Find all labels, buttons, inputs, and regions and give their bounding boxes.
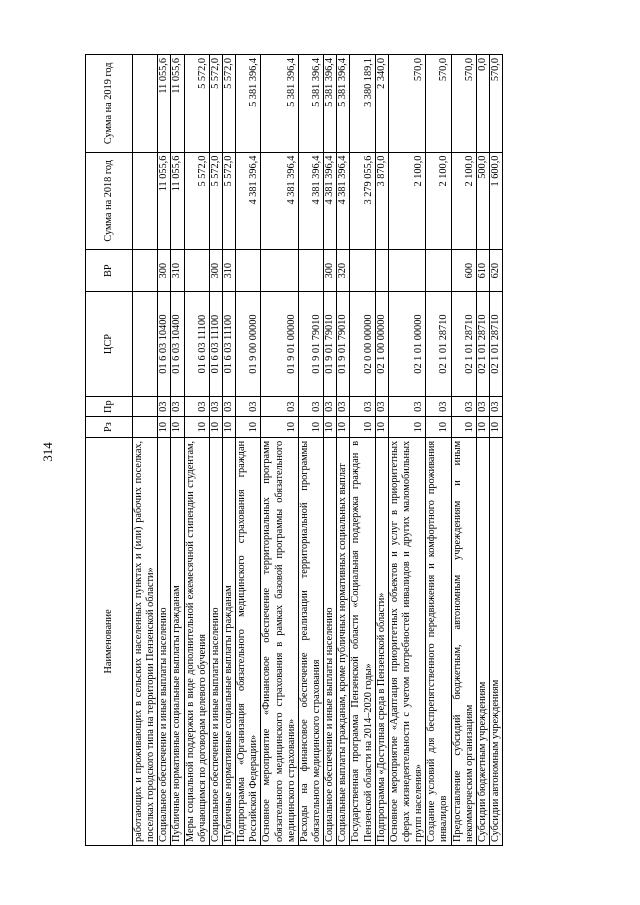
cell-csr: 01 9 00 00000	[236, 292, 261, 397]
cell-vr	[261, 250, 298, 292]
cell-sum-2018: 2 100,0	[388, 152, 425, 250]
cell-pr: 03	[350, 396, 375, 416]
cell-vr	[184, 250, 209, 292]
header-vr: ВР	[86, 250, 133, 292]
cell-sum-2019: 2 340,0	[375, 55, 388, 153]
cell-name: Социальное обеспечение и иные выплаты населению	[158, 437, 171, 845]
cell-vr	[298, 250, 323, 292]
table-body	[133, 55, 503, 846]
cell-vr: 310	[171, 250, 184, 292]
cell-vr: 320	[337, 250, 350, 292]
cell-sum-2019: 11 055,6	[158, 55, 171, 153]
cell-pr: 03	[158, 396, 171, 416]
cell-sum-2018: 4 381 396,4	[337, 152, 350, 250]
table-row	[171, 55, 184, 846]
cell-pr: 03	[222, 396, 235, 416]
cell-csr: 01 9 01 79010	[337, 292, 350, 397]
cell-csr: 02 0 00 00000	[350, 292, 375, 397]
cell-sum-2019: 5 381 396,4	[337, 55, 350, 153]
cell-sum-2018: 5 572,0	[184, 152, 209, 250]
cell-name: Социальное обеспечение и иные выплаты населению	[209, 437, 222, 845]
cell-rz	[133, 417, 158, 437]
cell-rz: 10	[476, 417, 489, 437]
cell-pr: 03	[184, 396, 209, 416]
cell-pr: 03	[209, 396, 222, 416]
cell-vr: 300	[158, 250, 171, 292]
header-sum-2019: Сумма на 2019 год	[86, 55, 133, 153]
cell-csr: 02 1 01 00000	[388, 292, 425, 397]
cell-vr	[426, 250, 451, 292]
cell-csr	[133, 292, 158, 397]
cell-sum-2019: 5 572,0	[222, 55, 235, 153]
cell-sum-2019: 570,0	[451, 55, 476, 153]
cell-rz: 10	[324, 417, 337, 437]
cell-name: Подпрограмма «Доступная среда в Пензенской области»	[375, 437, 388, 845]
cell-vr	[388, 250, 425, 292]
cell-csr: 01 9 01 00000	[261, 292, 298, 397]
cell-sum-2019: 570,0	[426, 55, 451, 153]
cell-name: работающих и проживающих в сельских населенных пунктах и (или) рабочих поселках, поселках городского типа на территории Пензенской области»	[133, 437, 158, 845]
cell-csr: 01 6 03 11100	[209, 292, 222, 397]
table-row	[426, 55, 451, 846]
cell-sum-2018: 2 100,0	[451, 152, 476, 250]
cell-sum-2018: 5 572,0	[209, 152, 222, 250]
cell-sum-2018: 4 381 396,4	[324, 152, 337, 250]
cell-rz: 10	[350, 417, 375, 437]
cell-rz: 10	[158, 417, 171, 437]
header-rz: Рз	[86, 417, 133, 437]
table-row	[158, 55, 171, 846]
cell-pr: 03	[261, 396, 298, 416]
cell-name: Меры социальной поддержки в виде дополнительной ежемесячной стипендии студентам, обучающимся по договорам целевого обучения	[184, 437, 209, 845]
cell-sum-2018: 1 600,0	[489, 152, 502, 250]
table-row	[298, 55, 323, 846]
cell-vr	[133, 250, 158, 292]
cell-name: Создание условий для беспрепятственного передвижения и комфортного проживания инвалидов	[426, 437, 451, 845]
cell-name: Субсидии бюджетным учреждениям	[476, 437, 489, 845]
cell-vr: 300	[324, 250, 337, 292]
cell-vr	[375, 250, 388, 292]
table-row	[236, 55, 261, 846]
cell-rz: 10	[222, 417, 235, 437]
cell-csr: 02 1 01 28710	[476, 292, 489, 397]
cell-name: Субсидии автономным учреждениям	[489, 437, 502, 845]
cell-pr: 03	[375, 396, 388, 416]
cell-sum-2019: 11 055,6	[171, 55, 184, 153]
cell-name: Государственная программа Пензенской области «Социальная поддержка граждан в Пензенской области на 2014–2020 годы»	[350, 437, 375, 845]
cell-name: Предоставление субсидий бюджетным, автономным учреждениям и иным некоммерческим организациям	[451, 437, 476, 845]
cell-name: Расходы на финансовое обеспечение реализации территориальной программы обязательного медицинского страхования	[298, 437, 323, 845]
cell-name: Основное мероприятие «Адаптация приоритетных объектов и услуг в приоритетных сферах жизнедеятельности с учетом потребностей инвалидов и других маломобильных групп населения»	[388, 437, 425, 845]
cell-csr: 02 1 00 00000	[375, 292, 388, 397]
cell-rz: 10	[261, 417, 298, 437]
cell-sum-2019: 0,0	[476, 55, 489, 153]
budget-table-rotated	[85, 54, 569, 846]
cell-pr: 03	[426, 396, 451, 416]
cell-name: Публичные нормативные социальные выплаты гражданам	[222, 437, 235, 845]
cell-csr: 01 6 03 11100	[184, 292, 209, 397]
cell-csr: 02 1 01 28710	[426, 292, 451, 397]
table-row	[337, 55, 350, 846]
header-pr: Пр	[86, 396, 133, 416]
cell-sum-2019: 5 381 396,4	[298, 55, 323, 153]
cell-sum-2019: 5 572,0	[184, 55, 209, 153]
cell-name: Публичные нормативные социальные выплаты гражданам	[171, 437, 184, 845]
cell-sum-2019: 570,0	[489, 55, 502, 153]
cell-pr: 03	[476, 396, 489, 416]
table-row	[133, 55, 158, 846]
header-sum-2018: Сумма на 2018 год	[86, 152, 133, 250]
cell-sum-2018: 5 572,0	[222, 152, 235, 250]
cell-sum-2018: 500,0	[476, 152, 489, 250]
table-row	[489, 55, 502, 846]
header-row	[86, 55, 133, 846]
cell-rz: 10	[375, 417, 388, 437]
cell-name: Социальное обеспечение и иные выплаты населению	[324, 437, 337, 845]
cell-rz: 10	[298, 417, 323, 437]
table-row	[222, 55, 235, 846]
cell-rz: 10	[337, 417, 350, 437]
cell-rz: 10	[426, 417, 451, 437]
cell-vr: 620	[489, 250, 502, 292]
table-row	[261, 55, 298, 846]
cell-name: Подпрограмма «Организация обязательного медицинского страхования граждан Российской Федерации»	[236, 437, 261, 845]
cell-vr: 310	[222, 250, 235, 292]
cell-csr: 01 9 01 79010	[324, 292, 337, 397]
cell-sum-2018: 2 100,0	[426, 152, 451, 250]
table-row	[476, 55, 489, 846]
cell-name: Основное мероприятие «Финансовое обеспечение территориальных программ обязательного медицинского страхования в рамках базовой программы обязательного медицинского страхования»	[261, 437, 298, 845]
cell-sum-2018: 4 381 396,4	[261, 152, 298, 250]
table-row	[209, 55, 222, 846]
cell-rz: 10	[388, 417, 425, 437]
cell-sum-2018: 4 381 396,4	[298, 152, 323, 250]
header-csr: ЦСР	[86, 292, 133, 397]
cell-pr: 03	[298, 396, 323, 416]
cell-sum-2018: 11 055,6	[158, 152, 171, 250]
cell-csr: 01 6 03 10400	[158, 292, 171, 397]
cell-sum-2019: 5 381 396,4	[324, 55, 337, 153]
cell-vr: 610	[476, 250, 489, 292]
cell-csr: 01 9 01 79010	[298, 292, 323, 397]
cell-pr	[133, 396, 158, 416]
cell-pr: 03	[236, 396, 261, 416]
cell-csr: 01 6 03 10400	[171, 292, 184, 397]
cell-vr: 600	[451, 250, 476, 292]
cell-rz: 10	[236, 417, 261, 437]
cell-pr: 03	[337, 396, 350, 416]
cell-pr: 03	[324, 396, 337, 416]
cell-rz: 10	[184, 417, 209, 437]
page-number: 314	[40, 442, 55, 462]
cell-pr: 03	[489, 396, 502, 416]
cell-csr: 02 1 01 28710	[489, 292, 502, 397]
cell-sum-2018	[133, 152, 158, 250]
cell-sum-2019	[133, 55, 158, 153]
cell-pr: 03	[451, 396, 476, 416]
cell-sum-2019: 5 381 396,4	[261, 55, 298, 153]
cell-vr	[236, 250, 261, 292]
cell-csr: 01 6 03 11100	[222, 292, 235, 397]
cell-name: Социальные выплаты гражданам, кроме публичных нормативных социальных выплат	[337, 437, 350, 845]
cell-sum-2019: 5 572,0	[209, 55, 222, 153]
cell-rz: 10	[209, 417, 222, 437]
table-row	[324, 55, 337, 846]
table-row	[350, 55, 375, 846]
budget-table	[85, 54, 503, 846]
cell-sum-2018: 4 381 396,4	[236, 152, 261, 250]
cell-rz: 10	[171, 417, 184, 437]
cell-sum-2019: 3 380 189,1	[350, 55, 375, 153]
header-name: Наименование	[86, 437, 133, 845]
cell-rz: 10	[451, 417, 476, 437]
table-row	[184, 55, 209, 846]
cell-pr: 03	[171, 396, 184, 416]
cell-sum-2018: 11 055,6	[171, 152, 184, 250]
cell-sum-2019: 5 381 396,4	[236, 55, 261, 153]
cell-pr: 03	[388, 396, 425, 416]
table-row	[375, 55, 388, 846]
cell-sum-2019: 570,0	[388, 55, 425, 153]
cell-csr: 02 1 01 28710	[451, 292, 476, 397]
table-row	[451, 55, 476, 846]
cell-vr	[350, 250, 375, 292]
table-row	[388, 55, 425, 846]
cell-rz: 10	[489, 417, 502, 437]
cell-vr: 300	[209, 250, 222, 292]
cell-sum-2018: 3 870,0	[375, 152, 388, 250]
cell-sum-2018: 3 279 055,6	[350, 152, 375, 250]
